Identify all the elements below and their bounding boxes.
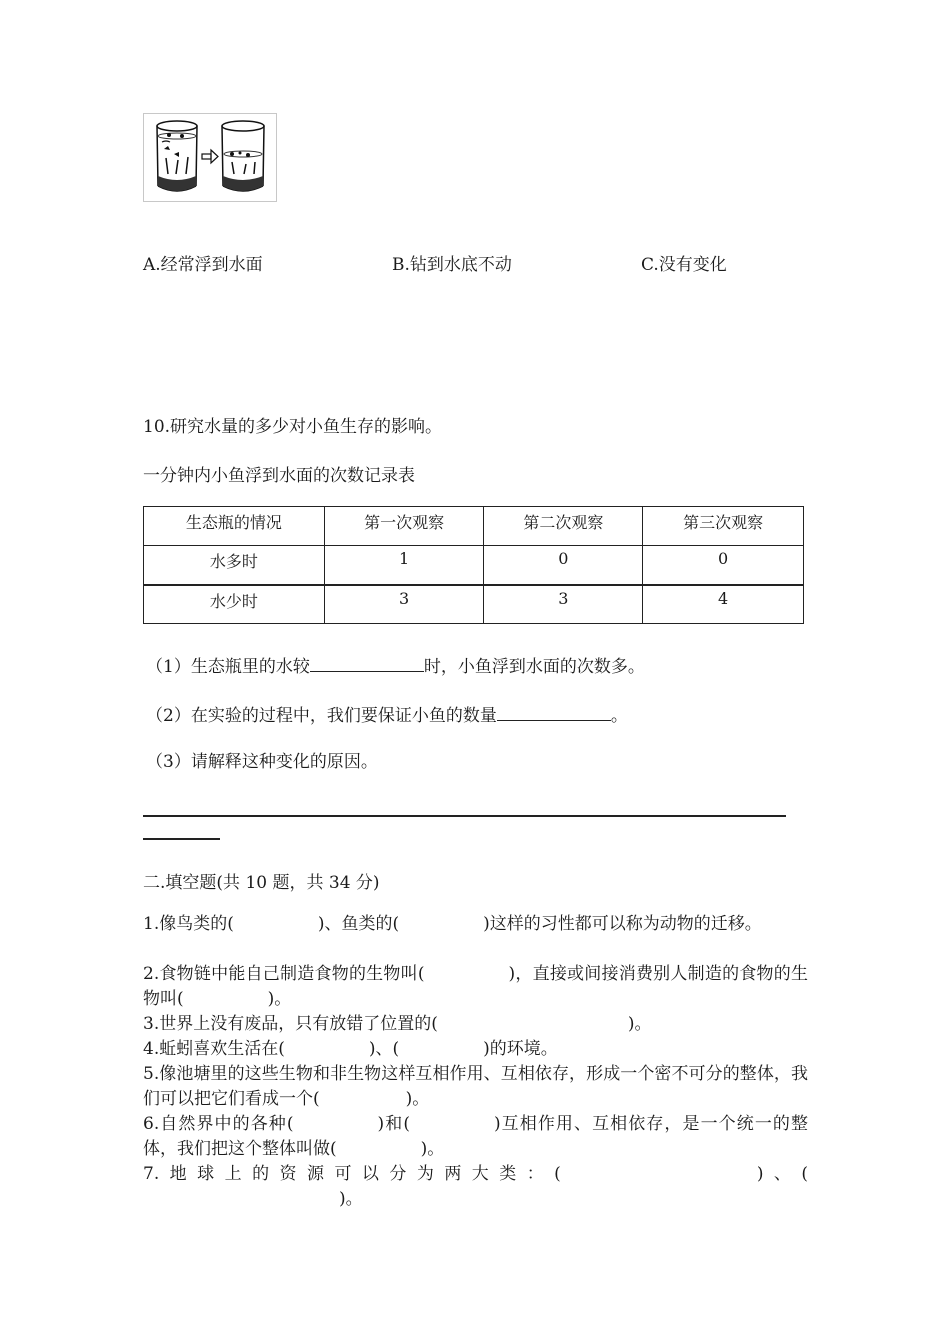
sub-question-2-text-b: 。 — [610, 706, 628, 726]
fill-text: )这样的习性都可以称为动物的迁移。 — [483, 914, 762, 934]
table-row — [144, 546, 804, 585]
fill-text: )。 — [267, 989, 292, 1009]
fill-text: 4.蚯蚓喜欢生活在( — [143, 1039, 285, 1059]
table-cell: 4 — [643, 585, 804, 624]
sub-question-1 — [146, 652, 645, 677]
bottle-after — [222, 121, 264, 191]
fill-text: )、鱼类的( — [317, 914, 400, 934]
fill-item-5 — [143, 1062, 808, 1112]
option-a: A.经常浮到水面 — [143, 255, 263, 275]
question-10-stem: 10.研究水量的多少对小鱼生存的影响。 — [143, 417, 443, 437]
sub-question-3: （3）请解释这种变化的原因。 — [146, 752, 378, 772]
fill-text: 7.地球上的资源可以分为两大类：( — [143, 1164, 561, 1184]
fill-text: )的环境。 — [483, 1039, 558, 1059]
sub-question-2 — [146, 701, 628, 726]
table-cell: 水少时 — [144, 585, 325, 624]
fill-text: )和( — [377, 1114, 410, 1134]
table-header-row — [144, 507, 804, 546]
fill-item-4 — [143, 1037, 808, 1062]
answer-blank[interactable] — [497, 719, 611, 721]
table-cell: 0 — [643, 546, 804, 585]
table-title: 一分钟内小鱼浮到水面的次数记录表 — [143, 466, 415, 486]
fill-item-7 — [143, 1162, 808, 1212]
table-header-cell: 生态瓶的情况 — [144, 507, 325, 546]
section-2-title: 二.填空题(共 10 题，共 34 分) — [143, 873, 380, 893]
arrow-right-icon — [202, 150, 218, 163]
fill-text: )、( — [756, 1164, 809, 1184]
fill-text: 5.像池塘里的这些生物和非生物这样互相作用、互相依存，形成一个密不可分的整体，我们可以把它们看成一个( — [143, 1064, 808, 1109]
table-row — [144, 585, 804, 624]
fill-text: )。 — [339, 1189, 363, 1209]
table-cell: 1 — [324, 546, 484, 585]
fill-text: 6.自然界中的各种( — [143, 1114, 294, 1134]
table-cell: 3 — [484, 585, 643, 624]
answer-line[interactable] — [143, 838, 220, 840]
table-cell: 0 — [484, 546, 643, 585]
eco-bottle-figure — [143, 113, 277, 202]
fill-text: 2.食物链中能自己制造食物的生物叫( — [143, 964, 425, 984]
fill-text: )。 — [405, 1089, 430, 1109]
observation-table — [143, 506, 804, 624]
fill-text: )、( — [368, 1039, 400, 1059]
fill-item-2 — [143, 962, 808, 1012]
fill-text: 3.世界上没有废品，只有放错了位置的( — [143, 1014, 438, 1034]
table-header-cell: 第一次观察 — [324, 507, 484, 546]
table-header-cell: 第三次观察 — [643, 507, 804, 546]
fill-text: )互相作用、互相依存，是一个统一的整体，我们把这个整体叫做( — [143, 1114, 808, 1159]
sub-question-1-text-b: 时，小鱼浮到水面的次数多。 — [423, 657, 645, 677]
fill-item-6 — [143, 1112, 808, 1162]
table-cell: 水多时 — [144, 546, 325, 585]
option-c: C.没有变化 — [641, 255, 727, 275]
sub-question-2-text-a: （2）在实验的过程中，我们要保证小鱼的数量 — [146, 706, 497, 726]
bottle-before — [157, 121, 197, 191]
fill-item-1 — [143, 912, 808, 937]
table-header-cell: 第二次观察 — [484, 507, 643, 546]
fill-text: )。 — [627, 1014, 652, 1034]
sub-question-1-text-a: （1）生态瓶里的水较 — [146, 657, 310, 677]
fill-text: )。 — [420, 1139, 445, 1159]
answer-blank[interactable] — [310, 670, 424, 672]
fill-text: )，直接或间接消费别人制造的食物的生物叫( — [143, 964, 808, 1009]
eco-bottle-illustration — [144, 114, 276, 201]
fill-text: 1.像鸟类的( — [143, 914, 234, 934]
fill-item-3 — [143, 1012, 808, 1037]
answer-line[interactable] — [143, 815, 786, 817]
option-b: B.钻到水底不动 — [392, 255, 512, 275]
table-cell: 3 — [324, 585, 484, 624]
